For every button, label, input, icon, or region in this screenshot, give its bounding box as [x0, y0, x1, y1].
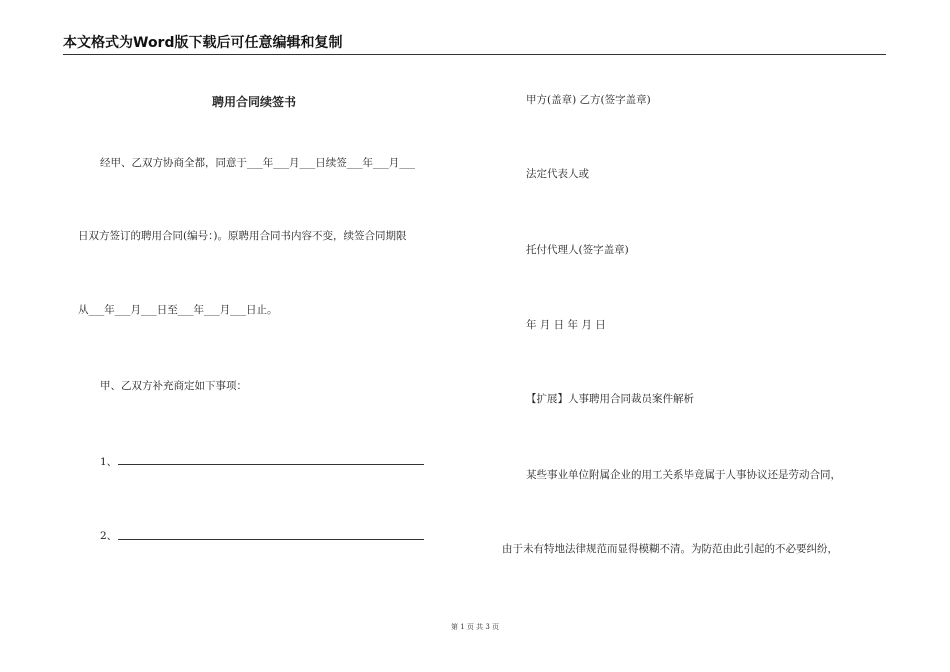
signature-parties: 甲方(盖章) 乙方(签字盖章) [526, 94, 651, 106]
legal-representative: 法定代表人或 [526, 168, 589, 180]
authorized-agent: 托付代理人(签字盖章) [526, 244, 629, 256]
extension-title: 【扩展】人事聘用合同裁员案件解析 [526, 393, 694, 405]
paragraph-2: 日双方签订的聘用合同(编号：)。原聘用合同书内容不变，续签合同期限 [78, 230, 407, 242]
header-text: 本文格式为Word版下载后可任意编辑和复制 [63, 35, 343, 51]
extension-paragraph-2: 由于未有特地法律规范而显得模糊不清。为防范由此引起的不必要纠纷， [502, 543, 838, 555]
item-1-blank-line [118, 464, 424, 465]
document-title: 聘用合同续签书 [212, 95, 297, 109]
paragraph-4: 甲、乙双方补充商定如下事项： [100, 380, 247, 392]
item-1-label: 1、 [100, 456, 118, 468]
item-2-blank-line [118, 539, 424, 540]
paragraph-3: 从___年___月___日至___年___月___日止。 [78, 304, 278, 316]
paragraph-1: 经甲、乙双方协商全都，同意于___年___月___日续签___年___月___ [100, 157, 415, 169]
extension-paragraph-1: 某些事业单位附属企业的用工关系毕竟属于人事协议还是劳动合同， [526, 469, 841, 481]
signing-date: 年 月 日 年 月 日 [526, 319, 606, 331]
page-header [63, 32, 886, 55]
item-2-label: 2、 [100, 530, 118, 542]
page-number: 第 1 页 共 3 页 [450, 623, 500, 631]
